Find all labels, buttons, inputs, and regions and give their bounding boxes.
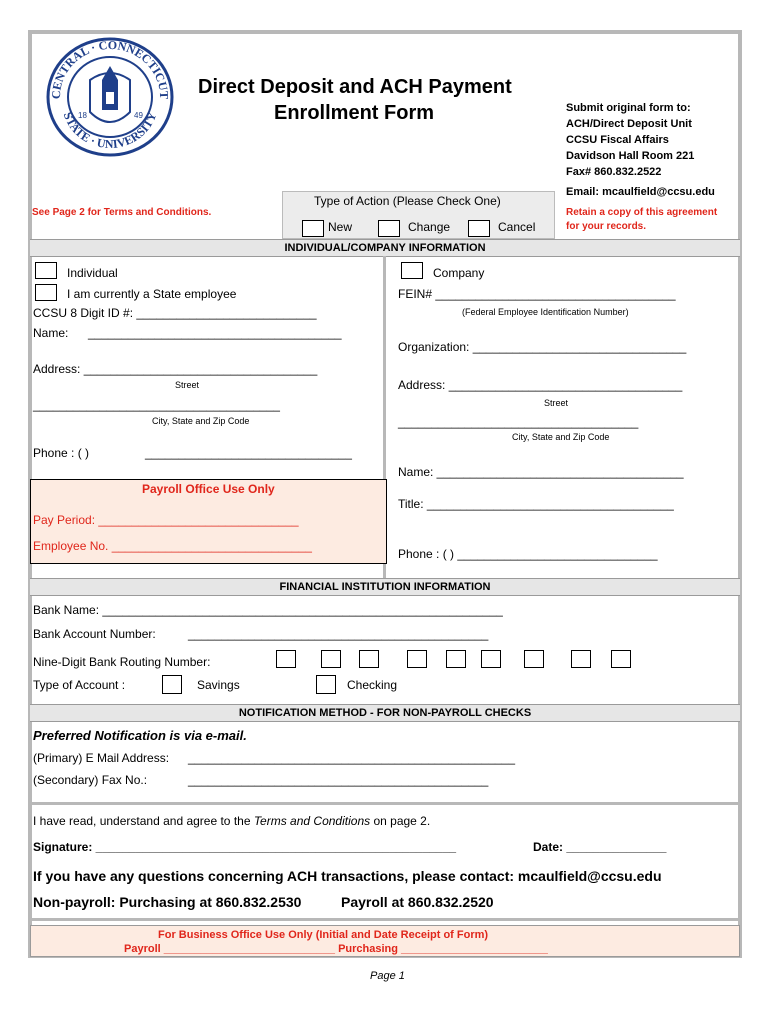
change-checkbox[interactable]: [378, 220, 400, 237]
name-label: Name:: [33, 326, 69, 340]
company-phone-field[interactable]: Phone : ( ) ______________________________: [398, 547, 658, 561]
submit-line-5: Fax# 860.832.2522: [566, 166, 662, 178]
secondary-fax-label: (Secondary) Fax No.:: [33, 773, 148, 787]
preferred-notification: Preferred Notification is via e-mail.: [33, 728, 247, 743]
street-caption: Street: [175, 380, 200, 390]
payroll-contact: Payroll at 860.832.2520: [341, 894, 494, 910]
contact-email: Email: mcaulfield@ccsu.edu: [566, 186, 715, 198]
notification-method-header: NOTIFICATION METHOD - FOR NON-PAYROLL CHECKS: [30, 704, 740, 722]
secondary-fax-field[interactable]: _____________________________________________: [188, 773, 489, 787]
date-field[interactable]: Date: _______________: [533, 840, 667, 854]
state-employee-label: I am currently a State employee: [67, 287, 237, 301]
section-divider: [30, 802, 740, 805]
university-seal-logo: [44, 36, 176, 158]
cancel-checkbox[interactable]: [468, 220, 490, 237]
submit-line-4: Davidson Hall Room 221: [566, 150, 695, 162]
new-label: New: [328, 220, 353, 234]
retain-note-2: for your records.: [566, 221, 647, 232]
cancel-label: Cancel: [498, 220, 536, 234]
savings-checkbox[interactable]: [162, 675, 182, 694]
company-title-field[interactable]: Title: _____________________________________: [398, 497, 674, 511]
submit-line-1: Submit original form to:: [566, 102, 691, 114]
company-address-field[interactable]: Address: ___________________________________: [398, 378, 683, 392]
routing-digit-4[interactable]: [407, 650, 427, 668]
routing-digit-1[interactable]: [276, 650, 296, 668]
business-office-initials[interactable]: Payroll ____________________________ Purchasing ________________________: [124, 943, 548, 955]
phone-label: Phone : ( ): [33, 446, 90, 460]
city-caption: City, State and Zip Code: [152, 416, 250, 426]
submit-line-2: ACH/Direct Deposit Unit: [566, 118, 692, 130]
logo-text-bottom: STATE · UNIVERSITY: [60, 110, 160, 152]
ccsu-id-field[interactable]: CCSU 8 Digit ID #: ___________________________: [33, 306, 317, 320]
non-payroll-contact: Non-payroll: Purchasing at 860.832.2530: [33, 894, 302, 910]
address-field[interactable]: Address: ___________________________________: [33, 362, 318, 376]
new-checkbox[interactable]: [302, 220, 324, 237]
primary-email-field[interactable]: _________________________________________________: [188, 751, 516, 765]
questions-contact: If you have any questions concerning ACH transactions, please contact: mcaulfield@ccsu.edu: [33, 868, 662, 884]
financial-institution-header: FINANCIAL INSTITUTION INFORMATION: [30, 578, 740, 596]
bank-account-field[interactable]: _____________________________________________: [188, 627, 489, 641]
company-street-caption: Street: [544, 398, 569, 408]
routing-digit-8[interactable]: [571, 650, 591, 668]
svg-text:49: 49: [134, 111, 143, 120]
terms-note: See Page 2 for Terms and Conditions.: [32, 207, 212, 218]
routing-digit-6[interactable]: [481, 650, 501, 668]
company-checkbox[interactable]: [401, 262, 423, 279]
individual-label: Individual: [67, 266, 118, 280]
payroll-office-title: Payroll Office Use Only: [142, 482, 275, 496]
checking-label: Checking: [347, 678, 398, 692]
form-title-line1: Direct Deposit and ACH Payment: [198, 76, 512, 98]
routing-number-label: Nine-Digit Bank Routing Number:: [33, 655, 211, 669]
employee-no-field[interactable]: Employee No. ______________________________: [33, 539, 312, 553]
individual-checkbox[interactable]: [35, 262, 57, 279]
retain-note-1: Retain a copy of this agreement: [566, 207, 718, 218]
company-name-field[interactable]: Name: _____________________________________: [398, 465, 684, 479]
savings-label: Savings: [197, 678, 240, 692]
bank-name-field[interactable]: Bank Name: ____________________________________________________________: [33, 603, 503, 617]
type-of-action-title: Type of Action (Please Check One): [314, 194, 501, 208]
business-office-title: For Business Office Use Only (Initial and Date Receipt of Form): [158, 929, 489, 941]
company-label: Company: [433, 266, 485, 280]
phone-field[interactable]: _______________________________: [145, 446, 352, 460]
routing-digit-9[interactable]: [611, 650, 631, 668]
company-city-field[interactable]: ____________________________________: [398, 415, 639, 429]
organization-field[interactable]: Organization: ________________________________: [398, 340, 687, 354]
change-label: Change: [408, 220, 451, 234]
form-title-line2: Enrollment Form: [274, 102, 435, 124]
agreement-statement: I have read, understand and agree to the Terms and Conditions on page 2.: [33, 814, 431, 828]
individual-company-header: INDIVIDUAL/COMPANY INFORMATION: [30, 239, 740, 257]
svg-text:18: 18: [78, 111, 87, 120]
signature-field[interactable]: Signature: ______________________________________________________: [33, 840, 457, 854]
fein-field[interactable]: FEIN# ____________________________________: [398, 287, 676, 301]
routing-digit-3[interactable]: [359, 650, 379, 668]
pay-period-field[interactable]: Pay Period: ______________________________: [33, 513, 299, 527]
page-number: Page 1: [370, 970, 405, 982]
section-divider-2: [30, 918, 740, 921]
routing-digit-7[interactable]: [524, 650, 544, 668]
company-city-caption: City, State and Zip Code: [512, 432, 610, 442]
account-type-label: Type of Account :: [33, 678, 126, 692]
submit-line-3: CCSU Fiscal Affairs: [566, 134, 669, 146]
state-employee-checkbox[interactable]: [35, 284, 57, 301]
fein-caption: (Federal Employee Identification Number): [462, 307, 629, 317]
city-field[interactable]: _____________________________________: [33, 398, 280, 412]
routing-digit-5[interactable]: [446, 650, 466, 668]
checking-checkbox[interactable]: [316, 675, 336, 694]
primary-email-label: (Primary) E Mail Address:: [33, 751, 170, 765]
routing-digit-2[interactable]: [321, 650, 341, 668]
bank-account-label: Bank Account Number:: [33, 627, 156, 641]
name-field[interactable]: ______________________________________: [88, 326, 342, 340]
logo-text-top: CENTRAL · CONNECTICUT: [48, 37, 172, 100]
